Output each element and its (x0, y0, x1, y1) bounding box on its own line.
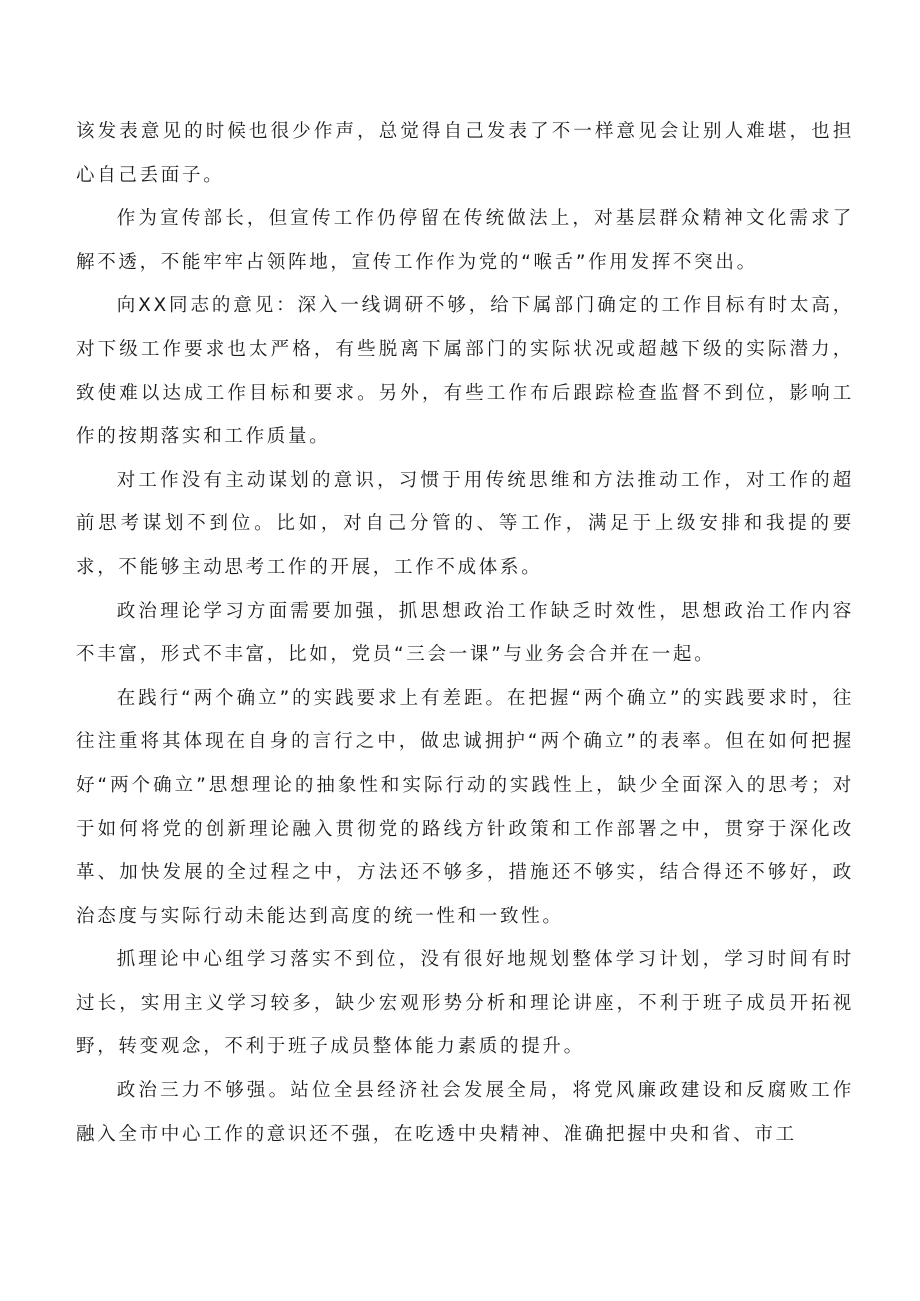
document-body (76, 110, 854, 1156)
paragraph-8: 政治三力不够强。站位全县经济社会发展全局，将党风廉政建设和反腐败工作融入全市中心工作的意识还不强，在吃透中央精神、准确把握中央和省、市工 (76, 1080, 854, 1145)
paragraph-5: 政治理论学习方面需要加强，抓思想政治工作缺乏时效性，思想政治工作内容不丰富，形式不丰富，比如，党员“三会一课”与业务会合并在一起。 (76, 600, 854, 666)
paragraph-7: 抓理论中心组学习落实不到位，没有很好地规划整体学习计划，学习时间有时过长，实用主义学习较多，缺少宏观形势分析和理论讲座，不利于班子成员开拓视野，转变观念，不利于班子成员整体能力素质的提升。 (76, 949, 854, 1058)
paragraph-6: 在践行“两个确立”的实践要求上有差距。在把握“两个确立”的实践要求时，往往注重将其体现在自身的言行之中，做忠诚拥护“两个确立”的表率。但在如何把握好“两个确立”思想理论的抽象性和实际行动的实践性上，缺少全面深入的思考；对于如何将党的创新理论融入贯彻党的路线方针政策和工作部署之中，贯穿于深化改革、加快发展的全过程之中，方法还不够多，措施还不够实，结合得还不够好，政治态度与实际行动未能达到高度的统一性和一致性。 (76, 687, 854, 927)
paragraph-3: 向XX同志的意见：深入一线调研不够，给下属部门确定的工作目标有时太高，对下级工作要求也太严格，有些脱离下属部门的实际状况或超越下级的实际潜力，致使难以达成工作目标和要求。另外，有些工作布后跟踪检查监督不到位，影响工作的按期落实和工作质量。 (76, 295, 854, 448)
paragraph-1: 该发表意见的时候也很少作声，总觉得自己发表了不一样意见会让别人难堪，也担心自己丢面子。 (76, 121, 854, 186)
paragraph-2: 作为宣传部长，但宣传工作仍停留在传统做法上，对基层群众精神文化需求了解不透，不能牢牢占领阵地，宣传工作作为党的“喉舌”作用发挥不突出。 (76, 208, 854, 273)
paragraph-4: 对工作没有主动谋划的意识，习惯于用传统思维和方法推动工作，对工作的超前思考谋划不到位。比如，对自己分管的、等工作，满足于上级安排和我提的要求，不能够主动思考工作的开展，工作不成体系。 (76, 469, 854, 578)
